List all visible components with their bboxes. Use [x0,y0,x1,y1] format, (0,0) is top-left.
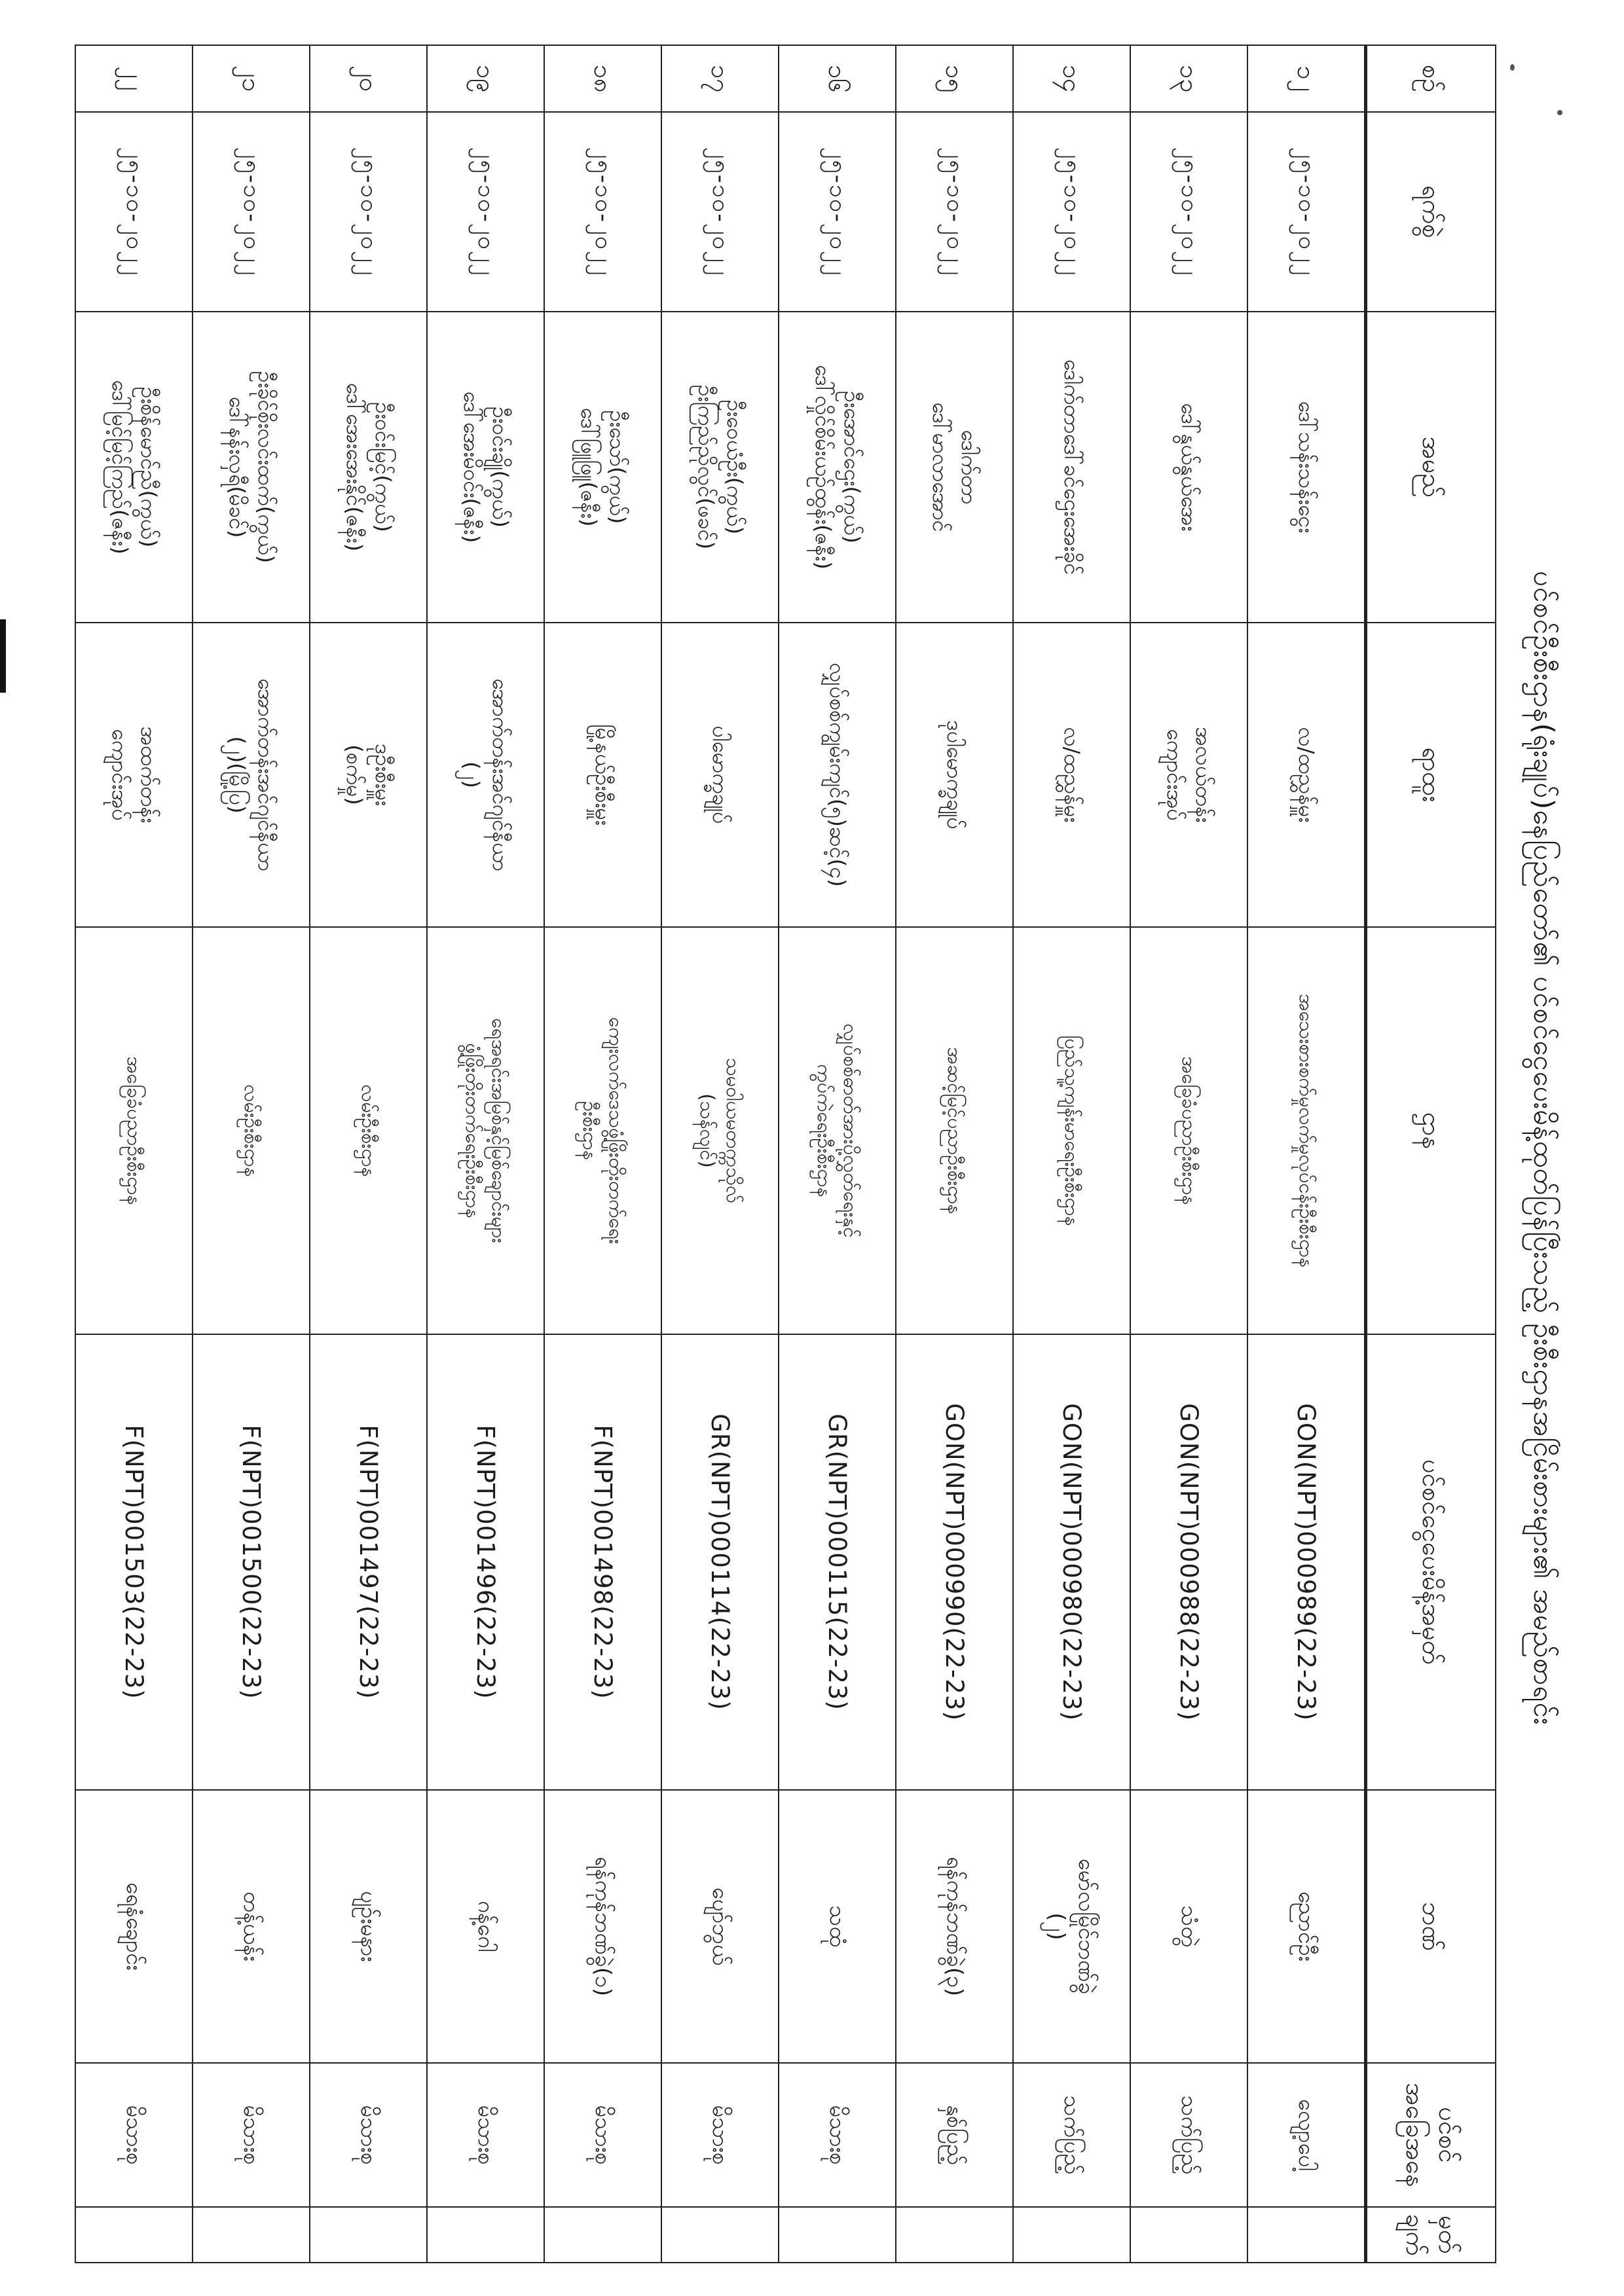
cell-line: F(NPT)001496(22-23) [471,1425,500,1700]
cell-status [896,2063,1013,2207]
cell-pension-number [193,1334,310,1790]
cell-line: မိသားစု [707,2105,733,2165]
table-row [896,45,1013,2263]
cell-line: ပျော်ဘွယ် [707,1887,733,1966]
cell-line: ဦးခိုင်စိုးလင်းထက်(ကွယ်) [253,371,278,564]
cell-line: သက်ပြည့် [1059,2095,1085,2175]
cell-date [1130,112,1247,312]
cell-line: (သန်လျင်) [696,1093,719,1168]
table-row [779,45,896,2263]
cell-department [896,927,1013,1334]
cell-line: ညောင်ဦး [1293,1891,1320,1962]
cell-bank [896,1790,1013,2063]
cell-line: GON(NPT)000989(22-23) [1292,1403,1321,1721]
cell-date [1013,112,1130,312]
cell-serial [896,45,1013,112]
cell-name [1013,312,1130,623]
cell-position [896,623,1013,927]
cell-department [193,927,310,1334]
cell-line: ကွပ်ကဲရေးဦးစီးဌာန [813,1064,836,1197]
cell-line: လျှပ်စစ်ကျွမ်းကျင်(၅)ဆင့်(၄) [825,663,851,887]
cell-position [544,623,661,927]
cell-line: ၁၅ [940,64,970,93]
cell-line: ၁၆ [823,64,853,93]
cell-line: ဒေါ်ဖြူဖြူ(ဇနီး) [576,407,602,527]
cell-line: တန့်ယန်း [238,1891,265,1961]
cell-remark [310,2207,427,2263]
cell-line: ပါမောက္ခချုပ် [708,725,733,824]
cell-date [779,112,896,312]
cell-line: (၂) [1044,1912,1071,1941]
header-bank [1366,1790,1496,2063]
cell-line: (၂)(မြို့ပြ) [225,736,250,814]
header-serial [1366,45,1496,112]
cell-serial [1013,45,1130,112]
cell-line: မိသားစု [356,2105,382,2165]
cell-serial [779,45,896,112]
cell-department [661,927,779,1334]
cell-line: ၁၈ [589,64,618,93]
header-date [1366,112,1496,312]
cell-line: မိသားစု [238,2105,265,2165]
cell-line: ရန်ကုန်ဘဏ်ခွဲ(၃) [942,1856,968,1997]
cell-line: လျှပ်စစ်ဓာတ်အားပို့လွှတ်ရေးနှင့် [839,1023,862,1238]
cell-line: လ/ထညွှန်မှူး [1294,727,1320,823]
table-row [1130,45,1247,2263]
scan-edge-mark [0,619,6,693]
cell-line: ဦးစိန်မောင်ညီ(ကွယ်) [136,386,161,548]
cell-line: ၁၃ [1175,64,1204,93]
cell-pension-number [75,1334,193,1790]
header-remark [1366,2207,1496,2263]
cell-line: ဒေါ်နွယ်နွယ်အေး [1177,403,1202,532]
cell-line: ၂၅-၁၀-၂၀၂၂ [1293,147,1320,277]
cell-bank [544,1790,661,2063]
cell-status [1013,2063,1130,2207]
cell-position [661,623,779,927]
cell-position [779,623,896,927]
cell-line: F(NPT)001498(22-23) [589,1425,618,1700]
header-status [1366,2063,1496,2207]
cell-pension-number [1130,1334,1247,1790]
cell-line: ၁၉ [471,64,501,93]
cell-position [193,623,310,927]
table-row [1247,45,1366,2263]
cell-line: ဒုဦးစီးမှူး [370,743,396,807]
cell-line: သံတွဲ [1176,1905,1202,1948]
cell-bank [1130,1790,1247,2063]
cell-line: မော်လမြိုင်ဘဏ်ခွဲ [1074,1858,1100,1995]
cell-line: မိသားစု [473,2105,499,2165]
cell-remark [427,2207,544,2263]
cell-line: ၁၇ [706,64,735,93]
cell-serial [427,45,544,112]
cell-bank [75,1790,193,2063]
cell-date [193,112,310,312]
cell-line: ကျောင်းအုပ် [1162,729,1188,821]
cell-line: ပင်စင်ငွေပေးမိန့်အမှတ် [1417,1459,1447,1665]
cell-name [310,312,427,623]
cell-line: ဒေါ်သန်းသန်းငွေး [1294,401,1320,534]
cell-serial [193,45,310,112]
cell-name [427,312,544,623]
cell-name [779,312,896,623]
cell-line: အလယ်တန်း [1190,727,1216,823]
cell-line: ရက်စွဲ [1417,185,1447,238]
cell-line: အောက်တန်းအင်ဂျင်နီယာ [487,678,513,871]
cell-remark [1013,2207,1130,2263]
cell-line: ၂၅-၁၀-၂၀၂၂ [238,147,265,277]
cell-date [544,112,661,312]
cell-line: ၂၅-၁၀-၂၀၂၂ [1175,147,1203,277]
cell-line: နှစ်ပြည့် [942,2105,968,2165]
cell-line: GR(NPT)000115(22-23) [823,1413,852,1711]
cell-status [661,2063,779,2207]
cell-name [75,312,193,623]
cell-line: F(NPT)001503(22-23) [120,1425,149,1700]
cell-serial [661,45,779,112]
cell-remark [779,2207,896,2263]
cell-line: အသေးစားစက်မှုလက်မှုလုပ်ငန်းဦးစီးဌာန [1295,994,1318,1267]
cell-status [310,2063,427,2207]
table-header-row [1366,45,1496,2263]
cell-department [1247,927,1366,1334]
table-row [75,45,193,2263]
cell-line: ၂၂ [120,66,149,91]
cell-remark [1130,2207,1247,2263]
cell-remark [896,2207,1013,2263]
cell-name [1247,312,1366,623]
cell-bank [310,1790,427,2063]
header-department [1366,927,1496,1334]
cell-remark [544,2207,661,2263]
cell-line: GON(NPT)000988(22-23) [1175,1403,1204,1721]
cell-position [75,623,193,927]
table-row [1013,45,1130,2263]
cell-status [1130,2063,1247,2207]
cell-department [427,927,544,1334]
cell-date [896,112,1013,312]
cell-line: သက်ပြည့် [1176,2095,1202,2175]
cell-line: အခြေခံပညာဦးစီးဌာန [1178,1056,1201,1205]
cell-status [779,2063,896,2207]
header-pension_number [1366,1334,1496,1790]
cell-pension-number [544,1334,661,1790]
cell-line: မိသားစု [824,2105,851,2165]
cell-remark [661,2207,779,2263]
cell-pension-number [779,1334,896,1790]
cell-line: ဒေါ်မြင့်မြင့်ကြည်(ဇနီး) [107,380,133,555]
cell-line: အောက်တန်းအင်ဂျင်နီယာ [253,678,278,871]
cell-line: ဒေါ်လှိုင်စိမ်းယဉ်ထွန်း(ဇနီး) [811,365,836,570]
cell-pension-number [661,1334,779,1790]
cell-line: ၂၅-၁၀-၂၀၂၂ [472,147,500,277]
cell-pension-number [310,1334,427,1790]
cell-line: ဖွံ့ဖြိုးတိုးတက်ရေးဦးစီးဌာန [462,1043,485,1218]
table-row [427,45,544,2263]
cell-serial [1130,45,1247,112]
header-name [1366,312,1496,623]
cell-line: လျော့ပေါ့ [1293,2098,1320,2172]
cell-line: ကျောင်းအုပ် [107,729,133,821]
cell-line: ဒုပါမောက္ခချုပ် [942,720,968,829]
cell-line: ဒေါ်အေးမိဝင်း(ဇနီး) [459,391,485,543]
cell-department [779,927,896,1334]
cell-line: (၂) [459,761,485,788]
cell-date [1247,112,1366,312]
cell-serial [544,45,661,112]
cell-status [427,2063,544,2207]
cell-line: (စက်မှု) [342,744,367,805]
cell-line: ဂန့်ဂေါ [473,1901,499,1952]
cell-department [544,927,661,1334]
cell-line: ရေအရင်းအမြစ်နှင့်မြစ်ချောင်းများ [487,1018,510,1243]
cell-bank [427,1790,544,2063]
cell-line: ဒေါက်တာ [956,429,982,505]
cell-name [1130,312,1247,623]
table-row [193,45,310,2263]
cell-remark [1247,2207,1366,2263]
cell-department [75,927,193,1334]
cell-pension-number [427,1334,544,1790]
cell-date [661,112,779,312]
cell-line: ဦးစီးဌာန [579,1101,602,1161]
cell-line: ဒေါက်တာဒေါ်ခင်ဌေးအေးခိုင် [1060,359,1085,575]
cell-line: မှတ် [1433,2215,1462,2254]
cell-serial [75,45,193,112]
cell-line: ကျေးလက်ဒေသဖွံ့ဖြိုးတိုးတက်ရေး [604,1017,627,1245]
cell-line: ပြည်သူ့ကျန်းမာရေးဦးစီးဌာန [1061,1035,1084,1226]
cell-line: ဦးဝင်းမြင့်(ကွယ်) [370,402,396,532]
cell-line: စဉ် [1417,64,1447,93]
cell-line: ရေနံချောင်း [121,1882,147,1971]
cell-bank [1247,1790,1366,2063]
cell-line: အခြေအနေ [1401,2083,1430,2187]
scan-speck [1510,64,1515,71]
cell-line: ဦးအောင်ဌေး(ကွယ်) [839,391,864,543]
cell-line: အဆင့်မြင့်ပညာဦးစီးဌာန [944,1047,967,1214]
cell-position [310,623,427,927]
cell-line: F(NPT)001500(22-23) [237,1425,266,1700]
cell-line: GON(NPT)000990(22-23) [940,1403,969,1721]
cell-line: ၂၀ [354,65,384,92]
cell-line: ၂၁ [237,65,267,92]
cell-line: GON(NPT)000980(22-23) [1058,1403,1086,1721]
cell-line: ဒေါ်မာလာအောင် [928,402,953,532]
cell-bank [779,1790,896,2063]
cell-bank [661,1790,779,2063]
cell-status [1247,2063,1366,2207]
cell-name [544,312,661,623]
cell-line: လမ်းဦးစီးဌာန [240,1084,263,1177]
cell-line: လမ်းဦးစီးဌာန [358,1084,380,1177]
cell-line: ဦးကြည်ညိုလွင်(ဖခင်) [693,384,719,550]
cell-pension-number [1247,1334,1366,1790]
cell-line: ဦးဝေယံဦး(ကွယ်) [722,399,747,535]
table-row [310,45,427,2263]
cell-remark [193,2207,310,2263]
cell-line: F(NPT)001497(22-23) [354,1425,383,1700]
cell-line: ၁၄ [1058,64,1087,93]
cell-line: အမည် [1417,436,1447,498]
cell-pension-number [896,1334,1013,1790]
cell-date [310,112,427,312]
cell-line: သထုံ [824,1905,851,1948]
cell-position [1247,623,1366,927]
cell-line: ၂၅-၁၀-၂၀၂၂ [824,147,851,277]
cell-line: ၂၅-၁၀-၂၀၂၂ [355,147,382,277]
pension-table [75,45,1496,2263]
pension-table-body [75,45,1496,2263]
cell-line: GR(NPT)000114(22-23) [706,1413,735,1711]
cell-line: ပင်စင် [1433,2107,1462,2163]
cell-name [193,312,310,623]
cell-department [1013,927,1130,1334]
scan-speck [1557,110,1562,115]
cell-line: ဘဏ် [1417,1902,1447,1951]
cell-department [310,927,427,1334]
cell-line: ပျဉ်းမနား [356,1891,382,1962]
header-position [1366,623,1496,927]
cell-serial [1247,45,1366,112]
cell-line: ရာထူး [1417,747,1447,803]
cell-line: ဦးသော်(ကွယ်) [604,410,630,524]
cell-date [75,112,193,312]
cell-date [427,112,544,312]
cell-name [661,312,779,623]
cell-line: မိသားစု [121,2105,147,2165]
table-row [544,45,661,2263]
cell-line: အထက်တန်း [136,726,161,824]
cell-pension-number [1013,1334,1130,1790]
cell-line: ချက် [1401,2214,1430,2256]
cell-bank [1013,1790,1130,2063]
cell-position [1130,623,1247,927]
cell-position [1013,623,1130,927]
cell-line: ဒေါ်အေးအေးနိုင်(ဇနီး) [342,382,367,552]
cell-line: ၂၅-၁၀-၂၀၂၂ [941,147,969,277]
cell-line: မိသားစု [590,2105,616,2165]
cell-line: အခြေခံပညာဦးစီးဌာန [123,1056,146,1205]
cell-serial [310,45,427,112]
cell-line: ၂၅-၁၀-၂၀၂၂ [589,147,617,277]
cell-line: သမဝါယမတက္ကသိုလ် [722,1057,745,1204]
cell-line: ဦးဝင်းချို(ကွယ်) [487,407,513,528]
cell-line: ဒေါ်နန်းလှရီ(မိခင်) [225,396,250,538]
cell-line: ၂၅-၁၀-၂၀၂၂ [1058,147,1086,277]
cell-line: ဌာန [1417,1112,1447,1150]
cell-line: ၂၅-၁၀-၂၀၂၂ [707,147,734,277]
cell-line: မြို့နယ်ဦးစီးမှူး [591,724,616,826]
cell-status [544,2063,661,2207]
cell-bank [193,1790,310,2063]
table-row [661,45,779,2263]
cell-status [75,2063,193,2207]
cell-line: ရန်ကုန်ဘဏ်ခွဲ(၁) [590,1856,616,1997]
cell-status [193,2063,310,2207]
cell-line: ၂၅-၁၀-၂၀၂၂ [120,147,148,277]
cell-name [896,312,1013,623]
cell-line: ၁၂ [1292,65,1321,92]
cell-department [1130,927,1247,1334]
document-title: ပင်စင်ဦးစီးဌာန(ရုံးချုပ်)နေပြည်တော်၏ ပင်စင်ငွေပေးမိန့်ထုတ်ပြန်ပြီးသည့် ဦးစီးဌာနအငြိမ်းစားများ၏ အမည်စာရင်း [1528,570,1560,1726]
cell-position [427,623,544,927]
cell-remark [75,2207,193,2263]
cell-line: လ/ထညွှန်မှူး [1060,727,1085,823]
